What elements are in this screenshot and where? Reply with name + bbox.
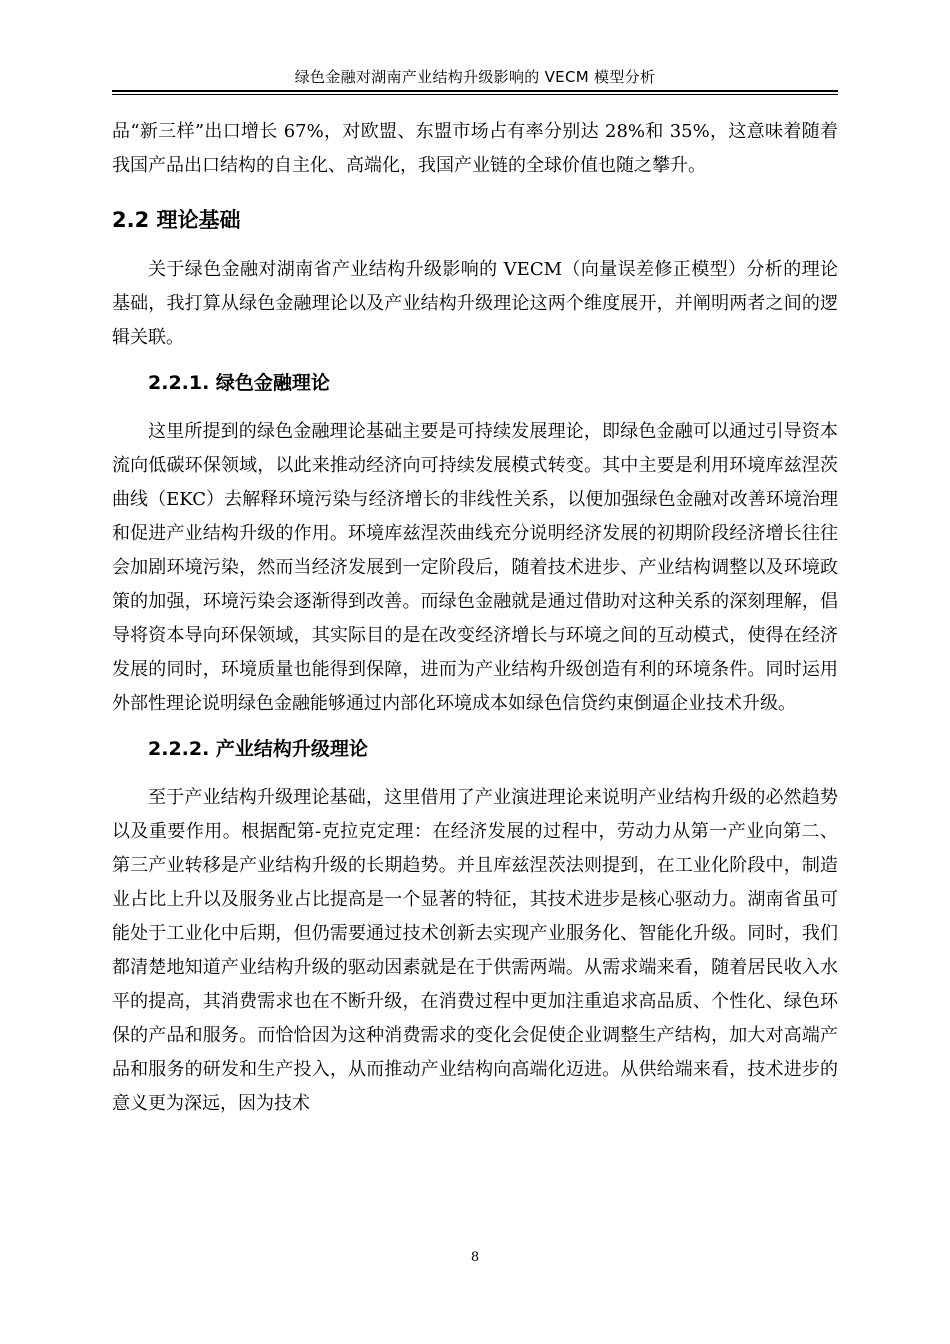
header-rule-thin	[112, 94, 838, 95]
header-rule-thick	[112, 90, 838, 92]
subsection-heading-2-2-2: 2.2.2. 产业结构升级理论	[148, 738, 368, 760]
paragraph-theory-intro: 关于绿色金融对湖南省产业结构升级影响的 VECM（向量误差修正模型）分析的理论基础，我打算从绿色金融理论以及产业结构升级理论这两个维度展开，并阐明两者之间的逻辑关联。	[112, 259, 838, 348]
paragraph-green-finance-theory: 这里所提到的绿色金融理论基础主要是可持续发展理论，即绿色金融可以通过引导资本流向低碳环保领域，以此来推动经济向可持续发展模式转变。其中主要是利用环境库兹涅茨曲线（EKC）去解释环境污染与经济增长的非线性关系，以便加强绿色金融对改善环境治理和促进产业结构升级的作用。环境库兹涅茨曲线充分说明经济发展的初期阶段经济增长往往会加剧环境污染，然而当经济发展到一定阶段后，随着技术进步、产业结构调整以及环境政策的加强，环境污染会逐渐得到改善。而绿色金融就是通过借助对这种关系的深刻理解，倡导将资本导向环保领域，其实际目的是在改变经济增长与环境之间的互动模式，使得在经济发展的同时，环境质量也能得到保障，进而为产业结构升级创造有利的环境条件。同时运用外部性理论说明绿色金融能够通过内部化环境成本如绿色信贷约束倒逼企业技术升级。	[112, 421, 838, 714]
paragraph-continued: 品“新三样”出口增长 67%，对欧盟、东盟市场占有率分别达 28%和 35%，这意味着随着我国产品出口结构的自主化、高端化，我国产业链的全球价值也随之攀升。	[112, 121, 838, 176]
page-body	[112, 115, 838, 1121]
section-heading-2-2: 2.2 理论基础	[112, 208, 241, 232]
running-header-title: 绿色金融对湖南产业结构升级影响的 VECM 模型分析	[294, 68, 656, 86]
subsection-heading-2-2-1: 2.2.1. 绿色金融理论	[148, 372, 330, 394]
page-number: 8	[470, 1250, 480, 1265]
paragraph-industrial-upgrade-theory: 至于产业结构升级理论基础，这里借用了产业演进理论来说明产业结构升级的必然趋势以及重要作用。根据配第-克拉克定理：在经济发展的过程中，劳动力从第一产业向第二、第三产业转移是产业结构升级的长期趋势。并且库兹涅茨法则提到，在工业化阶段中，制造业占比上升以及服务业占比提高是一个显著的特征，其技术进步是核心驱动力。湖南省虽可能处于工业化中后期，但仍需要通过技术创新去实现产业服务化、智能化升级。同时，我们都清楚地知道产业结构升级的驱动因素就是在于供需两端。从需求端来看，随着居民收入水平的提高，其消费需求也在不断升级，在消费过程中更加注重追求高品质、个性化、绿色环保的产品和服务。而恰恰因为这种消费需求的变化会促使企业调整生产结构，加大对高端产品和服务的研发和生产投入，从而推动产业结构向高端化迈进。从供给端来看，技术进步的意义更为深远，因为技术	[112, 787, 838, 1114]
